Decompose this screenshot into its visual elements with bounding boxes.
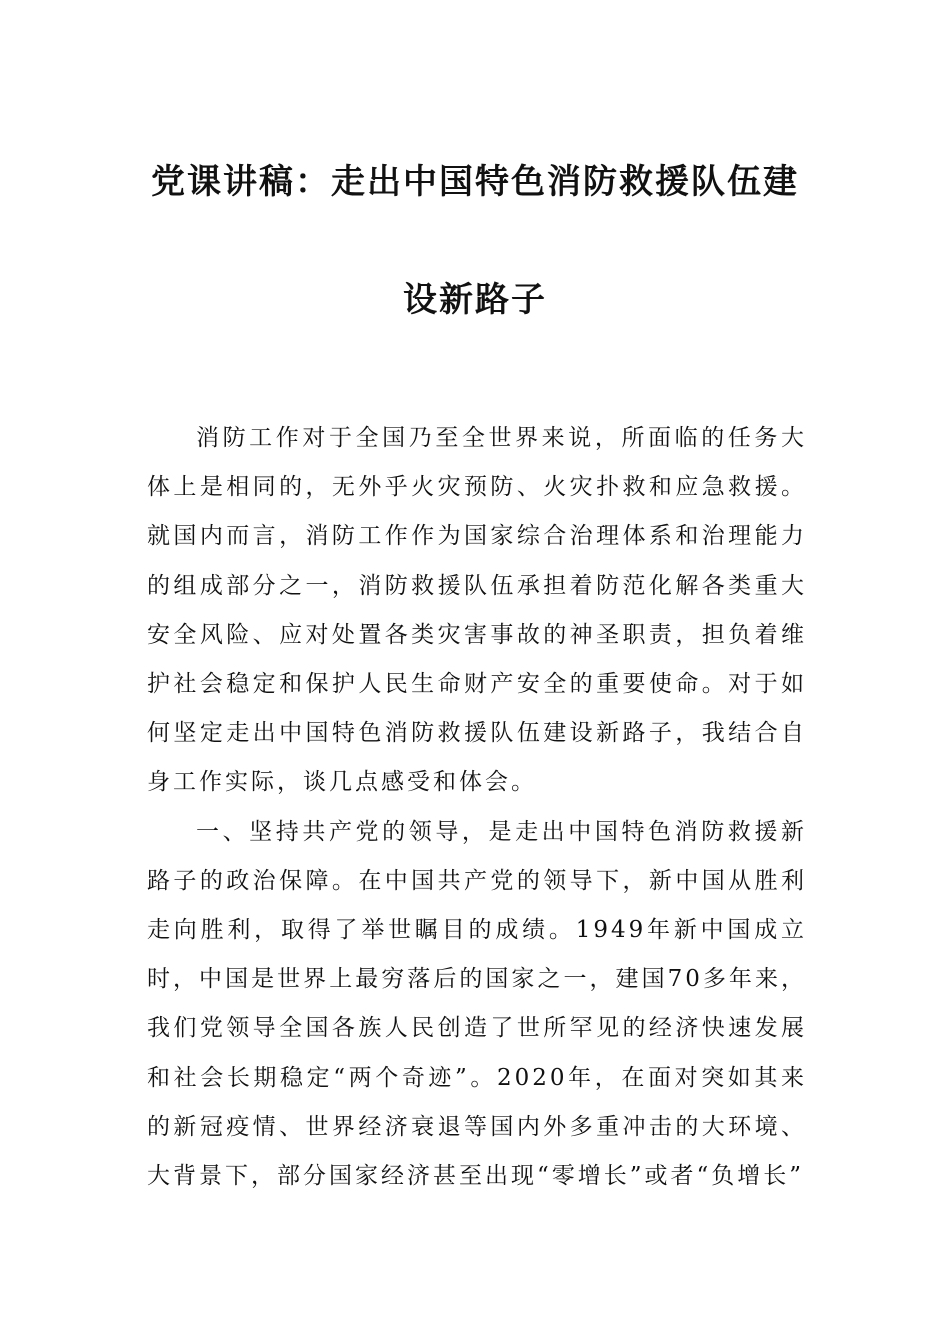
document-title-line-1: 党课讲稿：走出中国特色消防救援队伍建: [151, 162, 799, 202]
document-body: [147, 414, 807, 1201]
paragraph-section-one: 一、坚持共产党的领导，是走出中国特色消防救援新路子的政治保障。在中国共产党的领导下，新中国从胜利走向胜利，取得了举世瞩目的成绩。1949年新中国成立时，中国是世界上最穷落后的国家之一，建国70多年来，我们党领导全国各族人民创造了世所罕见的经济快速发展和社会长期稳定“两个奇迹”。2020年，在面对突如其来的新冠疫情、世界经济衰退等国内外多重冲击的大环境、大背景下，部分国家经济甚至出现“零增长”或者“负增长”: [147, 818, 807, 1190]
paragraph-intro: 消防工作对于全国乃至全世界来说，所面临的任务大体上是相同的，无外乎火灾预防、火灾扑救和应急救援。就国内而言，消防工作作为国家综合治理体系和治理能力的组成部分之一，消防救援队伍承担着防范化解各类重大安全风险、应对处置各类灾害事故的神圣职责，担负着维护社会稳定和保护人民生命财产安全的重要使命。对于如何坚定走出中国特色消防救援队伍建设新路子，我结合自身工作实际，谈几点感受和体会。: [147, 425, 807, 796]
document-title-line-2: 设新路子: [403, 280, 547, 320]
